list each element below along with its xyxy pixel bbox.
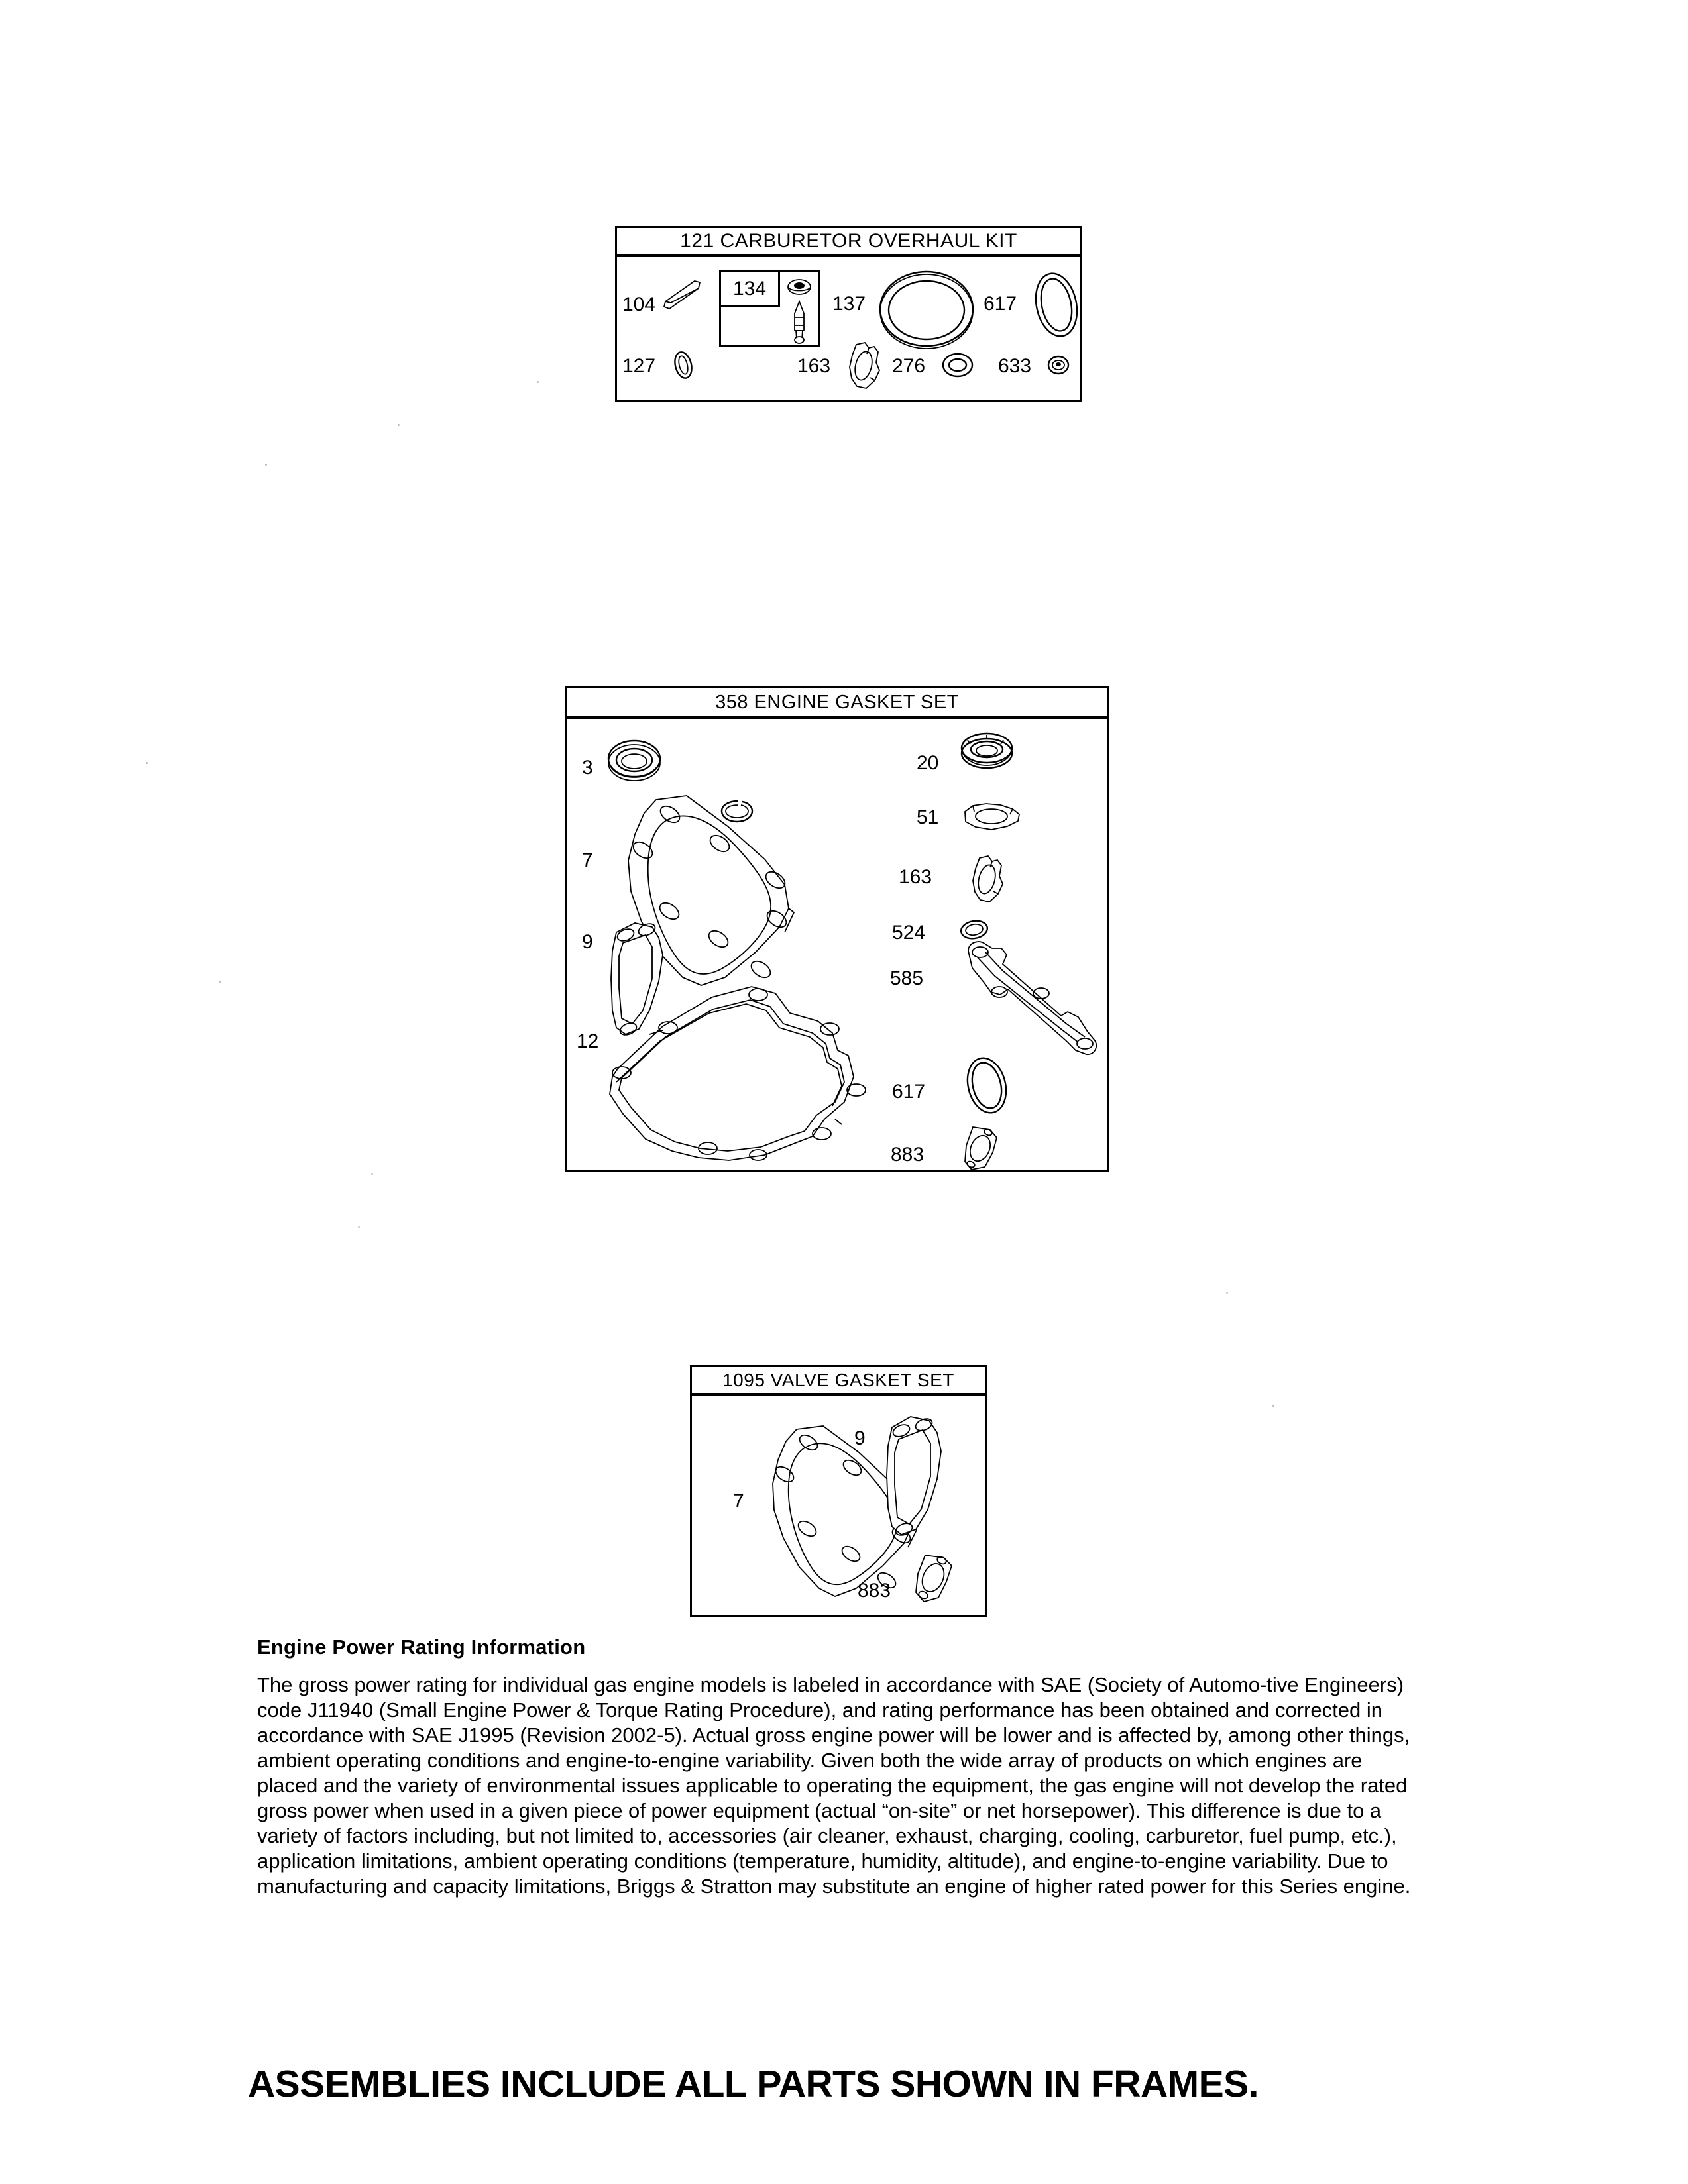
small-ring-washer-icon — [940, 350, 975, 380]
part-ref-883-valve: 883 — [858, 1580, 891, 1602]
part-ref-104: 104 — [622, 294, 656, 315]
scan-speckle — [219, 981, 221, 983]
part-ref-633: 633 — [998, 355, 1032, 377]
power-rating-paragraph-block — [257, 1672, 1422, 1899]
part-ref-7-valve: 7 — [733, 1490, 744, 1512]
part-ref-276: 276 — [892, 355, 926, 377]
frame-body-carburetor-overhaul-kit — [617, 257, 1080, 402]
part-ref-163-engine: 163 — [899, 866, 932, 888]
crank-seal-ring-icon — [958, 731, 1015, 777]
oval-oring-icon — [962, 1054, 1012, 1117]
scan-speckle — [358, 1226, 360, 1228]
part-ref-617-engine: 617 — [892, 1081, 926, 1103]
crankcase-gasket-icon — [599, 977, 877, 1170]
frame-title-valve-gasket-set: 1095 VALVE GASKET SET — [692, 1367, 985, 1396]
tiny-seal-icon — [1045, 353, 1072, 378]
power-rating-paragraph: The gross power rating for individual gas engine models is labeled in accordance with SAE (Society of Automo-tive Engineers) code J11940 (Small Engine Power & Torque Rating Procedure), and rating performance has been obtained and corrected in accordance with SAE J1995 (Revision 2002-5). Actual gross engine power will be lower and is affected by, among other things, ambient operating conditions and engine-to-engine variability. Given both the wide array of products on which engines are placed and the variety of environmental issues applicable to operating the equipment, the gas engine will not develop the rated gross power when used in a given piece of power equipment (actual “on-site” or net horsepower). This difference is due to a variety of factors including, but not limited to, accessories (air cleaner, exhaust, charging, cooling, carburetor, fuel pump, etc.), application limitations, ambient operating conditions (temperature, humidity, altitude), and engine-to-engine variability. Due to manufacturing and capacity limitations, Briggs & Stratton may substitute an engine of higher rated power for this Series engine. — [257, 1673, 1411, 1898]
scan-speckle — [537, 381, 539, 383]
frame-carburetor-overhaul-kit — [615, 226, 1082, 402]
scan-speckle — [371, 1173, 373, 1175]
frame-valve-gasket-set — [690, 1365, 987, 1617]
part-ref-20: 20 — [917, 752, 939, 774]
frame-body-engine-gasket-set — [567, 719, 1107, 1172]
long-breather-gasket-icon — [962, 938, 1107, 1064]
carb-mount-gasket-icon — [845, 341, 885, 392]
part-ref-3: 3 — [582, 757, 593, 779]
part-ref-9: 9 — [582, 931, 593, 953]
part-ref-585: 585 — [890, 967, 924, 989]
exhaust-gasket-icon — [958, 1123, 1006, 1174]
frame-body-valve-gasket-set — [692, 1396, 985, 1617]
part-ref-524: 524 — [892, 922, 926, 944]
oil-seal-icon — [604, 736, 664, 789]
subbox-134 — [719, 270, 820, 347]
part-ref-137: 137 — [832, 293, 866, 315]
part-ref-134: 134 — [732, 278, 767, 300]
assemblies-notice: ASSEMBLIES INCLUDE ALL PARTS SHOWN IN FRAMES. — [248, 2063, 1259, 2105]
part-ref-883: 883 — [891, 1144, 925, 1166]
part-ref-9-valve: 9 — [854, 1427, 866, 1449]
part-ref-617: 617 — [984, 293, 1017, 315]
part-ref-51: 51 — [917, 806, 939, 828]
scan-speckle — [146, 762, 148, 764]
frame-engine-gasket-set — [565, 686, 1109, 1172]
part-ref-12: 12 — [577, 1030, 599, 1052]
subbox-tag-134 — [719, 270, 780, 307]
part-ref-127: 127 — [622, 355, 656, 377]
part-ref-7: 7 — [582, 849, 593, 871]
valve-cover-gasket-icon — [883, 1413, 948, 1542]
scan-speckle — [1226, 1292, 1228, 1294]
exhaust-gasket-icon — [909, 1550, 961, 1607]
frame-title-carburetor-overhaul-kit: 121 CARBURETOR OVERHAUL KIT — [617, 228, 1080, 257]
pin-rod-icon — [660, 277, 706, 315]
scan-speckle — [265, 464, 267, 466]
scan-speckle — [398, 424, 400, 426]
scan-speckle — [1272, 1405, 1274, 1407]
needle-seat-icon — [782, 276, 818, 345]
carb-mount-gasket-icon — [968, 854, 1008, 906]
frame-title-engine-gasket-set: 358 ENGINE GASKET SET — [567, 688, 1107, 719]
part-ref-163: 163 — [797, 355, 831, 377]
power-rating-heading: Engine Power Rating Information — [257, 1635, 586, 1659]
intake-gasket-icon — [960, 800, 1023, 834]
large-oring-gasket-icon — [877, 265, 976, 358]
small-washer-icon — [670, 349, 697, 382]
oval-oring-icon — [1031, 269, 1082, 342]
